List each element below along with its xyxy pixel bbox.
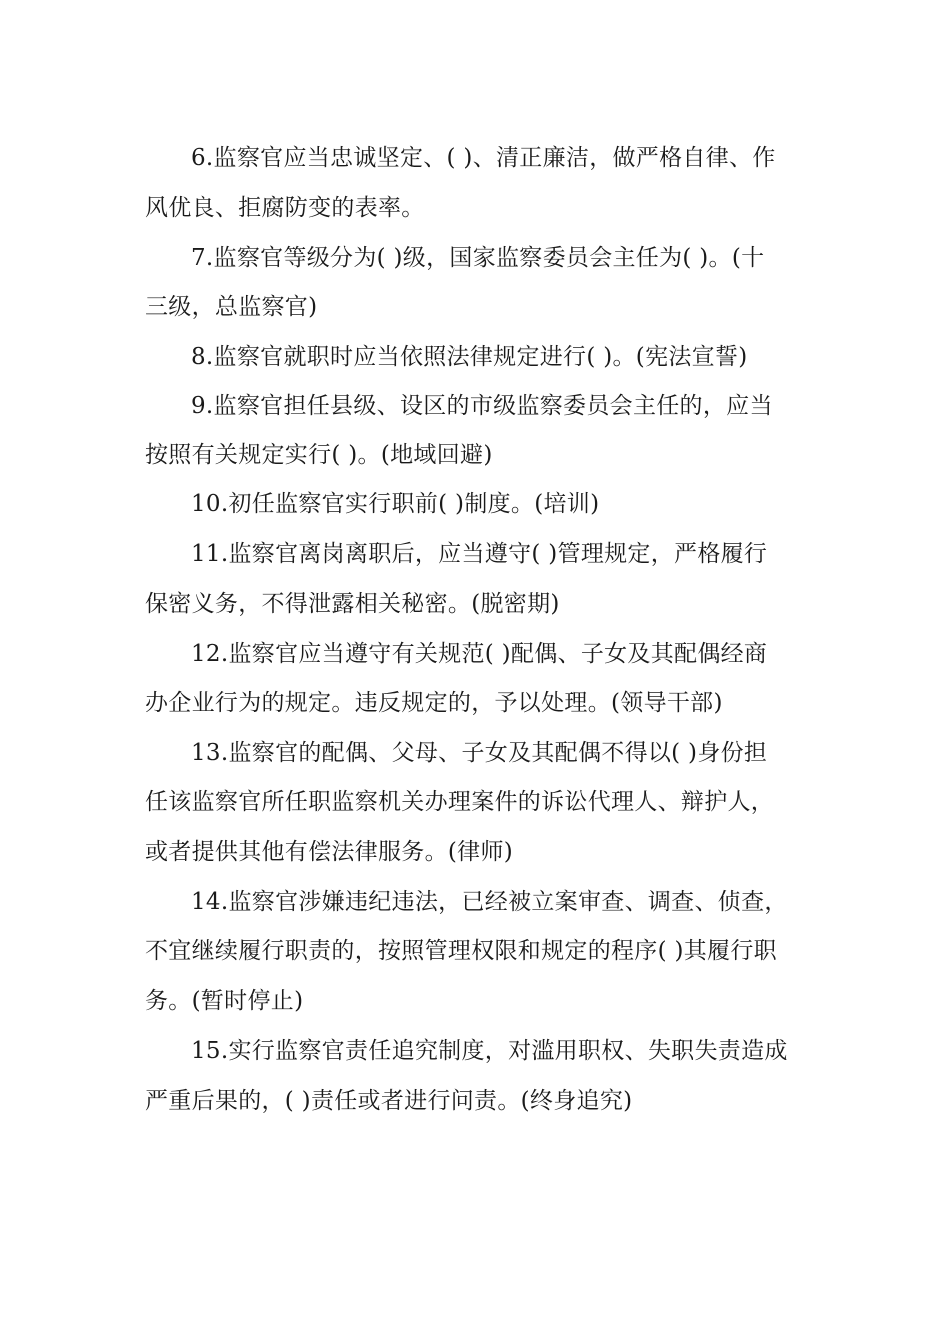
question-14-line-3: 务。(暂时停止) (145, 988, 304, 1014)
question-6-line-1: 6.监察官应当忠诚坚定、( )、清正廉洁，做严格自律、作 (191, 145, 776, 171)
question-13-line-1: 13.监察官的配偶、父母、子女及其配偶不得以( )身份担 (191, 740, 768, 766)
question-15-line-1: 15.实行监察官责任追究制度，对滥用职权、失职失责造成 (191, 1038, 788, 1064)
question-6-line-2: 风优良、拒腐防变的表率。 (145, 195, 425, 221)
question-9-line-1: 9.监察官担任县级、设区的市级监察委员会主任的，应当 (191, 393, 773, 419)
question-8-line-1: 8.监察官就职时应当依照法律规定进行( )。(宪法宣誓) (191, 344, 748, 370)
question-9-line-2: 按照有关规定实行( )。(地域回避) (145, 442, 493, 468)
question-13-line-3: 或者提供其他有偿法律服务。(律师) (145, 839, 514, 865)
question-10-line-1: 10.初任监察官实行职前( )制度。(培训) (191, 491, 600, 517)
question-11-line-2: 保密义务，不得泄露相关秘密。(脱密期) (145, 591, 560, 617)
question-14-line-2: 不宜继续履行职责的，按照管理权限和规定的程序( )其履行职 (145, 938, 777, 964)
question-12-line-1: 12.监察官应当遵守有关规范( )配偶、子女及其配偶经商 (191, 641, 768, 667)
question-13-line-2: 任该监察官所任职监察机关办理案件的诉讼代理人、辩护人， (145, 789, 775, 815)
question-12-line-2: 办企业行为的规定。违反规定的，予以处理。(领导干部) (145, 690, 723, 716)
question-7-line-1: 7.监察官等级分为( )级，国家监察委员会主任为( )。(十 (191, 245, 765, 271)
question-7-line-2: 三级，总监察官) (145, 294, 318, 320)
question-11-line-1: 11.监察官离岗离职后，应当遵守( )管理规定，严格履行 (191, 541, 768, 567)
question-15-line-2: 严重后果的，( )责任或者进行问责。(终身追究) (145, 1088, 633, 1114)
question-14-line-1: 14.监察官涉嫌违纪违法，已经被立案审查、调查、侦查， (191, 889, 788, 915)
